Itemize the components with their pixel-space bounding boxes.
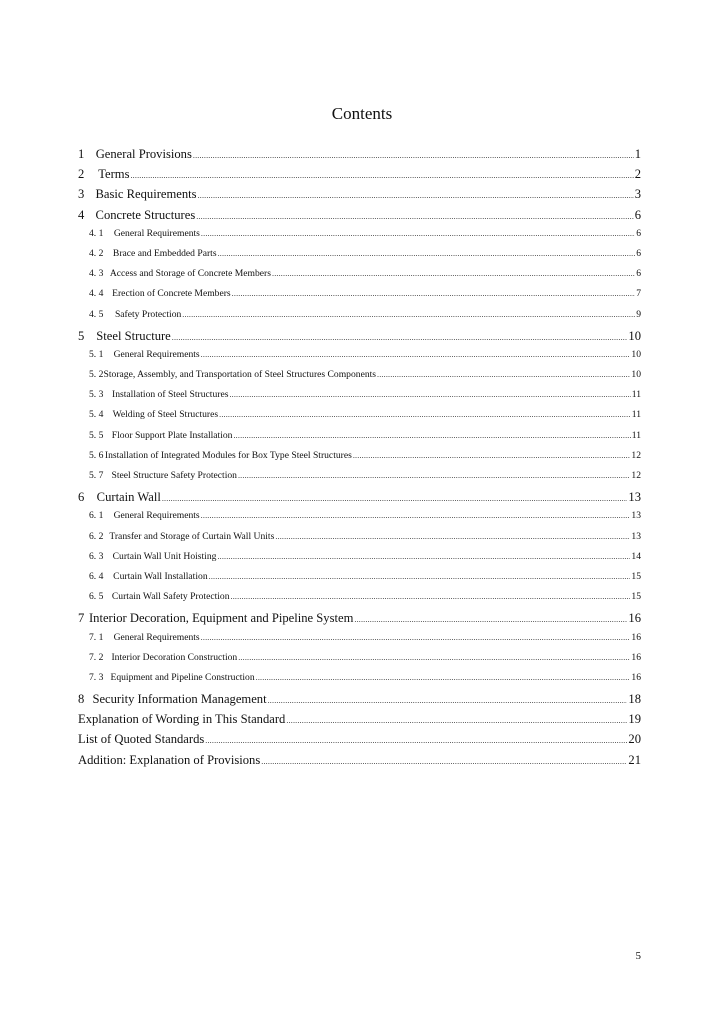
- toc-entry-page: 11: [631, 409, 641, 421]
- toc-entry-label: Basic Requirements: [95, 187, 197, 202]
- toc-entry[interactable]: [78, 369, 641, 389]
- dot-leader: [231, 592, 631, 601]
- toc-entry-number: 6. 5: [89, 591, 104, 603]
- dot-leader: [162, 494, 628, 503]
- toc-entry[interactable]: [78, 268, 641, 288]
- toc-entry-label: General Requirements: [113, 631, 200, 643]
- toc-entry-page: 13: [631, 510, 641, 522]
- toc-entry-page: 6: [636, 227, 641, 239]
- toc-entry-label: Security Information Management: [92, 692, 267, 707]
- dot-leader: [198, 191, 634, 200]
- toc-entry-label: Steel Structure Safety Protection: [111, 470, 237, 481]
- toc-entry-label: Transfer and Storage of Curtain Wall Units: [109, 530, 275, 542]
- toc-entry[interactable]: [78, 732, 641, 752]
- toc-entry-number: 7. 1: [89, 631, 104, 643]
- toc-entry[interactable]: [78, 430, 641, 450]
- toc-entry-number: 4. 5: [89, 308, 104, 320]
- toc-entry-label: Curtain Wall Safety Protection: [111, 591, 230, 603]
- dot-leader: [238, 471, 630, 480]
- toc-entry-page: 3: [634, 187, 641, 202]
- toc-entry-number: 5. 4: [89, 409, 104, 421]
- dot-leader: [182, 310, 635, 319]
- dot-leader: [229, 390, 630, 399]
- toc-entry-page: 1: [634, 147, 641, 161]
- dot-leader: [238, 653, 630, 662]
- dot-leader: [232, 289, 636, 298]
- toc-entry[interactable]: [78, 329, 641, 349]
- toc-entry-number: 2: [78, 167, 85, 182]
- dot-leader: [217, 552, 630, 561]
- toc-entry-number: 5. 7: [89, 470, 104, 481]
- toc-entry-page: 13: [631, 530, 641, 542]
- toc-entry-page: 9: [636, 308, 641, 320]
- toc-entry[interactable]: [78, 248, 641, 268]
- dot-leader: [268, 696, 628, 705]
- toc-entry-label: List of Quoted Standards: [78, 732, 205, 747]
- dot-leader: [219, 410, 631, 419]
- page-title: Contents: [331, 104, 393, 123]
- toc-entry-number: 4. 4: [89, 288, 104, 300]
- toc-entry-label: Terms: [98, 167, 130, 182]
- toc-entry-number: 6. 2: [89, 530, 104, 542]
- toc-entry[interactable]: [78, 712, 641, 732]
- toc-entry-label: Curtain Wall Unit Hoisting: [112, 550, 217, 562]
- toc-entry[interactable]: [78, 450, 641, 470]
- toc-entry-label: General Requirements: [113, 227, 200, 239]
- toc-entry[interactable]: [78, 611, 641, 631]
- toc-entry-page: 16: [631, 671, 641, 683]
- page-number: 5: [635, 950, 641, 962]
- toc-entry[interactable]: [78, 470, 641, 490]
- toc-entry-number: 7: [78, 611, 85, 626]
- toc-entry-page: 16: [631, 651, 641, 663]
- toc-entry-page: 21: [628, 752, 641, 767]
- toc-entry[interactable]: [78, 632, 641, 652]
- toc-entry-number: 4: [78, 207, 85, 222]
- dot-leader: [196, 212, 633, 221]
- toc-entry-number: 5. 3: [89, 389, 104, 401]
- toc-entry-label: Curtain Wall Installation: [113, 570, 208, 582]
- dot-leader: [354, 615, 627, 624]
- dot-leader: [377, 370, 630, 379]
- toc-entry-label: Installation of Steel Structures: [112, 389, 229, 401]
- toc-entry-number: 4. 1: [89, 227, 104, 239]
- dot-leader: [130, 171, 633, 180]
- toc-entry-page: 7: [636, 288, 641, 300]
- toc-entry-number: 6. 4: [89, 570, 104, 582]
- toc-entry-number: 4. 2: [89, 247, 104, 259]
- toc-entry-number: 6. 1: [89, 510, 104, 522]
- toc-entry-page: 10: [631, 369, 641, 381]
- toc-entry[interactable]: [78, 753, 641, 773]
- toc-entry[interactable]: [78, 288, 641, 308]
- toc-entry-page: 6: [634, 207, 641, 222]
- toc-entry[interactable]: [78, 228, 641, 248]
- toc-entry-label: Addition: Explanation of Provisions: [78, 752, 261, 767]
- toc-entry[interactable]: [78, 652, 641, 672]
- toc-entry-number: 5. 5: [89, 429, 104, 441]
- toc-entry[interactable]: [78, 551, 641, 571]
- dot-leader: [172, 333, 628, 342]
- toc-entry-label: Floor Support Plate Installation: [111, 429, 233, 441]
- toc-entry-page: 14: [631, 550, 641, 562]
- toc-entry-page: 6: [636, 247, 641, 259]
- toc-entry-number: 8: [78, 692, 85, 707]
- toc-entry[interactable]: [78, 510, 641, 530]
- toc-entry-label: Access and Storage of Concrete Members: [109, 268, 271, 280]
- toc-entry-page: 13: [628, 490, 641, 505]
- toc-entry-label: Concrete Structures: [95, 207, 196, 222]
- toc-entry-label: General Requirements: [113, 348, 200, 360]
- toc-entry-number: 4. 3: [89, 268, 104, 280]
- toc-entry[interactable]: [78, 147, 641, 167]
- table-of-contents: [78, 147, 641, 773]
- toc-entry[interactable]: [78, 571, 641, 591]
- toc-entry[interactable]: [78, 309, 641, 329]
- toc-entry-number: 5. 1: [89, 348, 104, 360]
- toc-entry-number: 6. 3: [89, 550, 104, 562]
- toc-entry-page: 6: [636, 268, 641, 280]
- toc-entry-page: 15: [631, 591, 641, 603]
- toc-entry-label: Equipment and Pipeline Construction: [110, 671, 255, 683]
- toc-entry-label: Brace and Embedded Parts: [112, 247, 217, 259]
- dot-leader: [261, 757, 627, 766]
- dot-leader: [353, 451, 631, 460]
- toc-entry-label: Safety Protection: [114, 308, 182, 320]
- toc-entry[interactable]: [78, 389, 641, 409]
- toc-entry-number: 5. 6: [89, 449, 104, 461]
- toc-entry-page: 15: [631, 570, 641, 582]
- toc-entry[interactable]: [78, 591, 641, 611]
- toc-entry[interactable]: [78, 672, 641, 692]
- toc-entry-label: Steel Structure: [96, 328, 171, 343]
- toc-entry-label: General Requirements: [113, 510, 200, 522]
- toc-entry-number: 5. 2: [89, 369, 104, 381]
- dot-leader: [272, 269, 635, 278]
- toc-entry-page: 19: [628, 712, 641, 727]
- dot-leader: [201, 350, 631, 359]
- toc-entry-number: 7. 3: [89, 671, 104, 683]
- toc-entry-label: Interior Decoration, Equipment and Pipeline System: [88, 611, 354, 626]
- toc-entry[interactable]: [78, 187, 641, 207]
- dot-leader: [193, 151, 634, 160]
- dot-leader: [201, 633, 631, 642]
- toc-entry[interactable]: [78, 349, 641, 369]
- dot-leader: [233, 431, 630, 440]
- toc-entry[interactable]: [78, 208, 641, 228]
- toc-entry-label: Welding of Steel Structures: [112, 409, 219, 421]
- toc-entry[interactable]: [78, 167, 641, 187]
- toc-entry-page: 20: [628, 732, 641, 747]
- toc-entry[interactable]: [78, 409, 641, 429]
- toc-entry-label: Storage, Assembly, and Transportation of Steel Structures Components: [103, 369, 377, 381]
- toc-entry-label: Installation of Integrated Modules for Box Type Steel Structures: [104, 449, 352, 461]
- toc-entry-number: 1: [78, 147, 85, 161]
- dot-leader: [218, 249, 636, 258]
- dot-leader: [201, 511, 631, 520]
- toc-entry-page: 12: [631, 449, 641, 461]
- toc-entry-page: 10: [631, 348, 641, 360]
- toc-entry-page: 11: [631, 429, 641, 441]
- dot-leader: [275, 532, 630, 541]
- dot-leader: [209, 572, 631, 581]
- dot-leader: [205, 736, 627, 745]
- toc-entry-page: 10: [628, 328, 641, 343]
- toc-entry[interactable]: [78, 490, 641, 510]
- toc-entry-page: 12: [631, 470, 641, 481]
- toc-entry-number: 3: [78, 187, 85, 202]
- toc-entry-label: Explanation of Wording in This Standard: [78, 712, 286, 727]
- toc-entry-number: 7. 2: [89, 651, 104, 663]
- toc-entry-label: Erection of Concrete Members: [112, 288, 231, 300]
- toc-entry-label: Interior Decoration Construction: [111, 651, 238, 663]
- toc-entry-page: 16: [628, 611, 641, 626]
- toc-entry-label: General Provisions: [95, 147, 192, 161]
- toc-entry-number: 6: [78, 490, 85, 505]
- dot-leader: [201, 229, 635, 238]
- toc-entry-page: 11: [631, 389, 641, 401]
- toc-entry-page: 2: [634, 167, 641, 182]
- toc-entry[interactable]: [78, 531, 641, 551]
- dot-leader: [256, 673, 631, 682]
- toc-entry[interactable]: [78, 692, 641, 712]
- dot-leader: [286, 716, 627, 725]
- toc-entry-page: 16: [631, 631, 641, 643]
- toc-entry-number: 5: [78, 328, 85, 343]
- toc-entry-label: Curtain Wall: [96, 490, 161, 505]
- toc-entry-page: 18: [628, 692, 641, 707]
